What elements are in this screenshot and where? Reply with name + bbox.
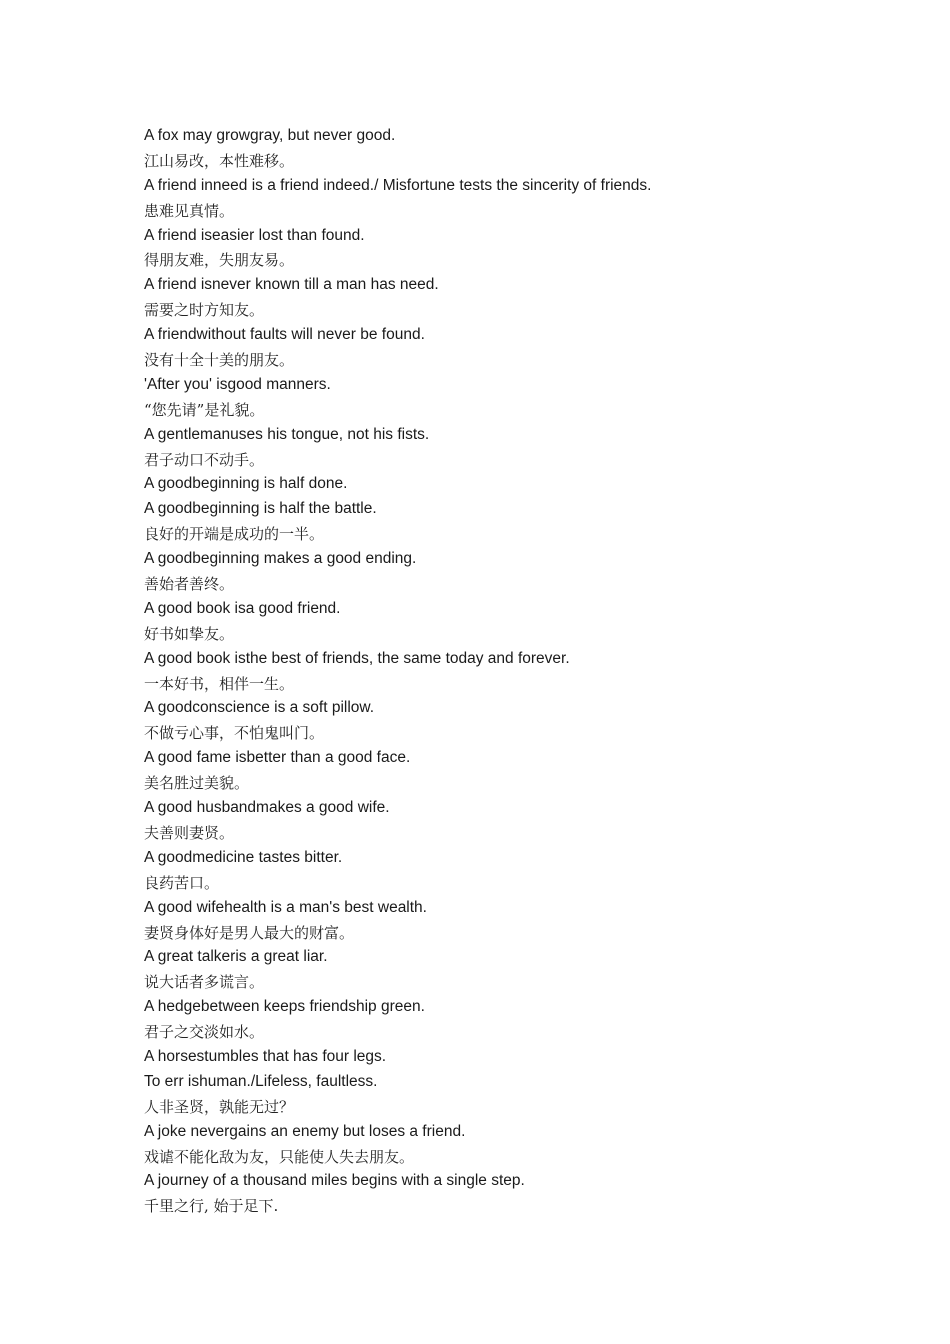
proverb-chinese-line: 没有十全十美的朋友。 [144, 351, 295, 370]
proverb-chinese-line: 善始者善终。 [144, 575, 235, 594]
proverb-english-line: A gentlemanuses his tongue, not his fists. [144, 425, 430, 443]
proverb-chinese-line: 良药苦口。 [144, 873, 220, 892]
proverb-english-line: A goodbeginning is half done. [144, 475, 348, 493]
proverb-chinese-line: 夫善则妻贤。 [144, 823, 235, 842]
proverb-english-line: A hedgebetween keeps friendship green. [144, 998, 425, 1016]
proverb-english-line: A joke nevergains an enemy but loses a friend. [144, 1122, 466, 1140]
proverb-english-line: A good book isthe best of friends, the same today and forever. [144, 649, 570, 667]
proverb-english-line: A friendwithout faults will never be found. [144, 326, 425, 344]
proverb-list [144, 124, 904, 1219]
proverb-english-line: A goodbeginning makes a good ending. [144, 550, 417, 568]
proverb-english-line: A friend isnever known till a man has need. [144, 276, 439, 294]
proverb-chinese-line: 说大话者多谎言。 [144, 973, 265, 992]
proverb-english-line: A journey of a thousand miles begins with a single step. [144, 1172, 525, 1190]
proverb-chinese-line: 戏谑不能化敌为友，只能使人失去朋友。 [144, 1147, 415, 1166]
proverb-english-line: A good husbandmakes a good wife. [144, 799, 390, 817]
proverb-chinese-line: 君子之交淡如水。 [144, 1023, 265, 1042]
proverb-english-line: A goodmedicine tastes bitter. [144, 848, 343, 866]
proverb-chinese-line: 君子动口不动手。 [144, 450, 265, 469]
proverb-english-line: A good wifehealth is a man's best wealth. [144, 898, 427, 916]
proverb-chinese-line: 人非圣贤，孰能无过？ [144, 1097, 295, 1116]
proverb-english-line: A friend inneed is a friend indeed./ Misfortune tests the sincerity of friends. [144, 176, 652, 194]
proverb-english-line: A friend iseasier lost than found. [144, 226, 365, 244]
proverb-english-line: To err ishuman./Lifeless, faultless. [144, 1072, 378, 1090]
proverb-english-line: A goodconscience is a soft pillow. [144, 699, 375, 717]
proverb-english-line: A goodbeginning is half the battle. [144, 500, 377, 518]
proverb-chinese-line: 良好的开端是成功的一半。 [144, 525, 325, 544]
proverb-english-line: 'After you' isgood manners. [144, 375, 331, 393]
proverb-english-line: A horsestumbles that has four legs. [144, 1047, 387, 1065]
proverb-chinese-line: 妻贤身体好是男人最大的财富。 [144, 923, 355, 942]
proverb-chinese-line: 需要之时方知友。 [144, 301, 265, 320]
proverb-english-line: A great talkeris a great liar. [144, 948, 328, 966]
proverb-chinese-line: 千里之行, 始于足下. [144, 1197, 279, 1216]
proverb-chinese-line: “您先请”是礼貌。 [144, 400, 265, 419]
proverb-chinese-line: 不做亏心事，不怕鬼叫门。 [144, 724, 325, 743]
proverb-english-line: A fox may growgray, but never good. [144, 127, 396, 144]
proverb-chinese-line: 美名胜过美貌。 [144, 774, 250, 793]
proverb-chinese-line: 得朋友难，失朋友易。 [144, 251, 295, 270]
proverb-english-line: A good fame isbetter than a good face. [144, 749, 411, 767]
proverb-english-line: A good book isa good friend. [144, 599, 341, 617]
proverb-chinese-line: 患难见真情。 [144, 201, 235, 220]
proverb-chinese-line: 江山易改，本性难移。 [144, 151, 295, 170]
proverb-chinese-line: 一本好书，相伴一生。 [144, 674, 295, 693]
proverb-chinese-line: 好书如挚友。 [144, 624, 235, 643]
